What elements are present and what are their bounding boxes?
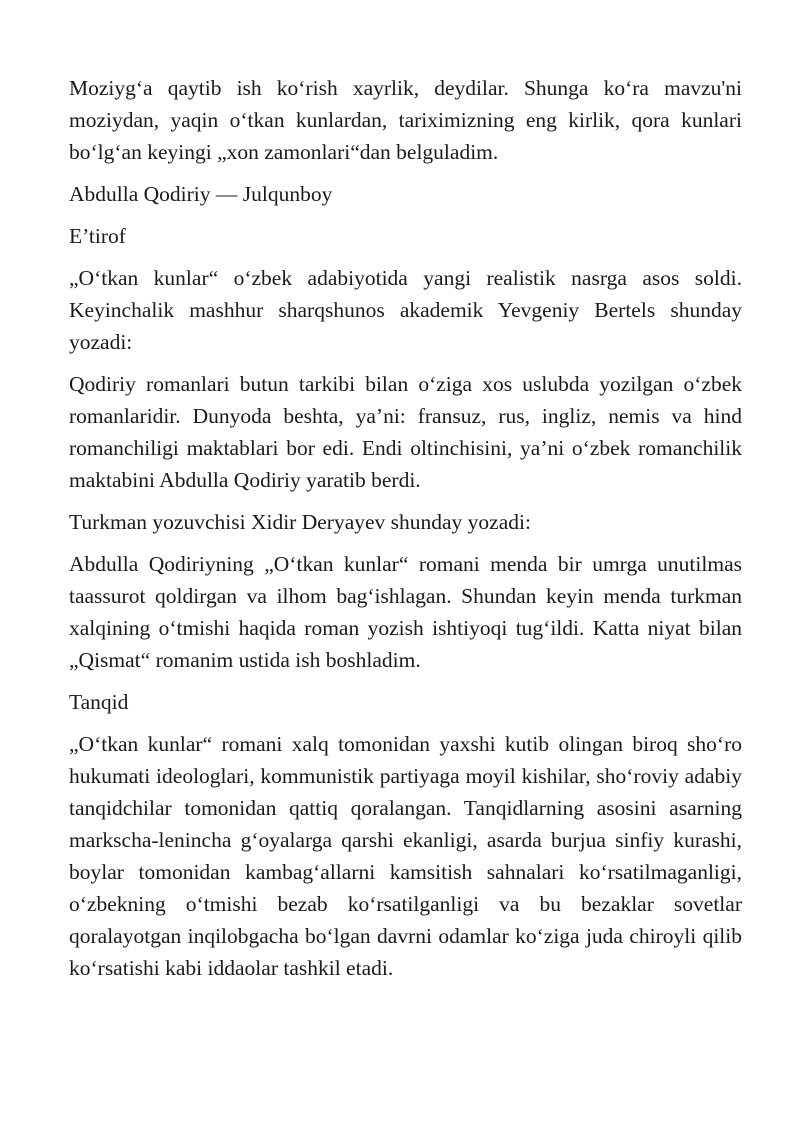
paragraph-deryayev-intro: Turkman yozuvchisi Xidir Deryayev shunday yozadi: — [69, 510, 531, 534]
section-heading-etirof: E’tirof — [69, 224, 126, 248]
paragraph-etirof: „O‘tkan kunlar“ o‘zbek adabiyotida yangi realistik nasrga asos soldi. Keyinchalik mashhur sharqshunos akademik Yevgeniy Bertels shunday yozadi: — [69, 266, 742, 354]
document-page — [69, 72, 742, 994]
paragraph-tanqid: „O‘tkan kunlar“ romani xalq tomonidan yaxshi kutib olingan biroq sho‘ro hukumati ideologlari, kommunistik partiyaga moyil kishilar, sho‘roviy adabiy tanqidchilar tomonidan qattiq qoralangan. Tanqidlarning asosini asarning markscha-lenincha g‘oyalarga qarshi ekanligi, asarda burjua sinfiy kurashi, boylar tomonidan kambag‘allarni kamsitish sahnalari ko‘rsatilmaganligi, o‘zbekning o‘tmishi bezab ko‘rsatilganligi va bu bezaklar sovetlar qoralayotgan inqilobgacha bo‘lgan davrni odamlar ko‘ziga juda chiroyli qilib ko‘rsatishi kabi iddaolar tashkil etadi. — [69, 732, 742, 980]
section-heading-tanqid: Tanqid — [69, 690, 129, 714]
quote-bertels: Qodiriy romanlari butun tarkibi bilan o‘ziga xos uslubda yozilgan o‘zbek romanlaridir. Dunyoda beshta, ya’ni: fransuz, rus, ingliz, nemis va hind romanchiligi maktablari bor edi. Endi oltinchisini, ya’ni o‘zbek romanchilik maktabini Abdulla Qodiriy yaratib berdi. — [69, 372, 742, 492]
author-signature: Abdulla Qodiriy — Julqunboy — [69, 182, 333, 206]
quote-deryayev: Abdulla Qodiriyning „O‘tkan kunlar“ romani menda bir umrga unutilmas taassurot qoldirgan va ilhom bag‘ishlagan. Shundan keyin menda turkman xalqining o‘tmishi haqida roman yozish ishtiyoqi tug‘ildi. Katta niyat bilan „Qismat“ romanim ustida ish boshladim. — [69, 552, 742, 672]
paragraph-intro: Moziyg‘a qaytib ish ko‘rish xayrlik, deydilar. Shunga ko‘ra mavzu'ni moziydan, yaqin o‘tkan kunlardan, tariximizning eng kirlik, qora kunlari bo‘lg‘an keyingi „xon zamonlari“dan belguladim. — [69, 76, 742, 164]
